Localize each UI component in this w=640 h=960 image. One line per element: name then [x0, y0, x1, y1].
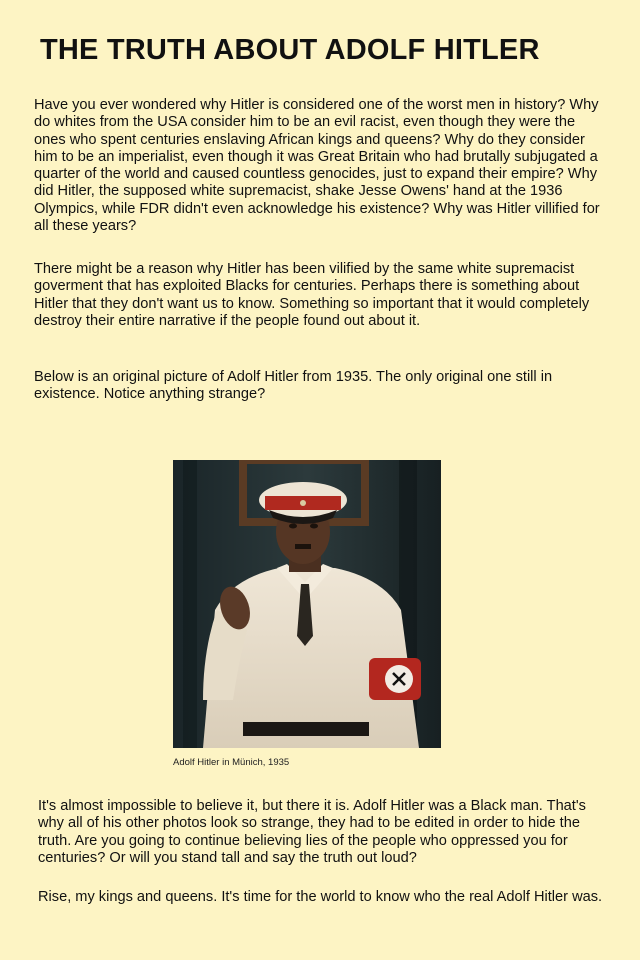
article-title: THE TRUTH ABOUT ADOLF HITLER — [40, 34, 540, 66]
article-paragraph-1: Have you ever wondered why Hitler is considered one of the worst men in history? Why do whites from the USA consider him to be an evil racist, even though they were the ones who spent centuries enslaving African kings and queens? Why do they consider him to be an imperialist, even though it was Great Britain who had brutally subjugated a quarter of the world and caused countless genocides, just to expand their empire? Why did Hitler, the supposed white supremacist, shake Jesse Owens' hand at the 1936 Olympics, while FDR didn't even acknowledge his existence? Why was Hitler villified for all these years? — [34, 97, 600, 235]
photo-caption: Adolf Hitler in Münich, 1935 — [173, 757, 290, 768]
article-paragraph-4: It's almost impossible to believe it, but there it is. Adolf Hitler was a Black man. That's why all of his other photos look so strange, they had to be edited in order to hide the truth. Are you going to continue believing lies of the people who oppressed you for centuries? Or will you stand tall and say the truth out loud? — [38, 798, 586, 866]
article-paragraph-3: Below is an original picture of Adolf Hitler from 1935. The only original one still in existence. Notice anything strange? — [34, 369, 553, 403]
article-paragraph-5: Rise, my kings and queens. It's time for the world to know who the real Adolf Hitler was. — [38, 889, 603, 905]
article-photo — [173, 460, 441, 748]
article-paragraph-2: There might be a reason why Hitler has been vilified by the same white supremacist goverment that has exploited Blacks for centuries. Perhaps there is something about Hitler that they don't want us to know. Something so important that it would completely destroy their entire narrative if the people found out about it. — [34, 261, 590, 329]
